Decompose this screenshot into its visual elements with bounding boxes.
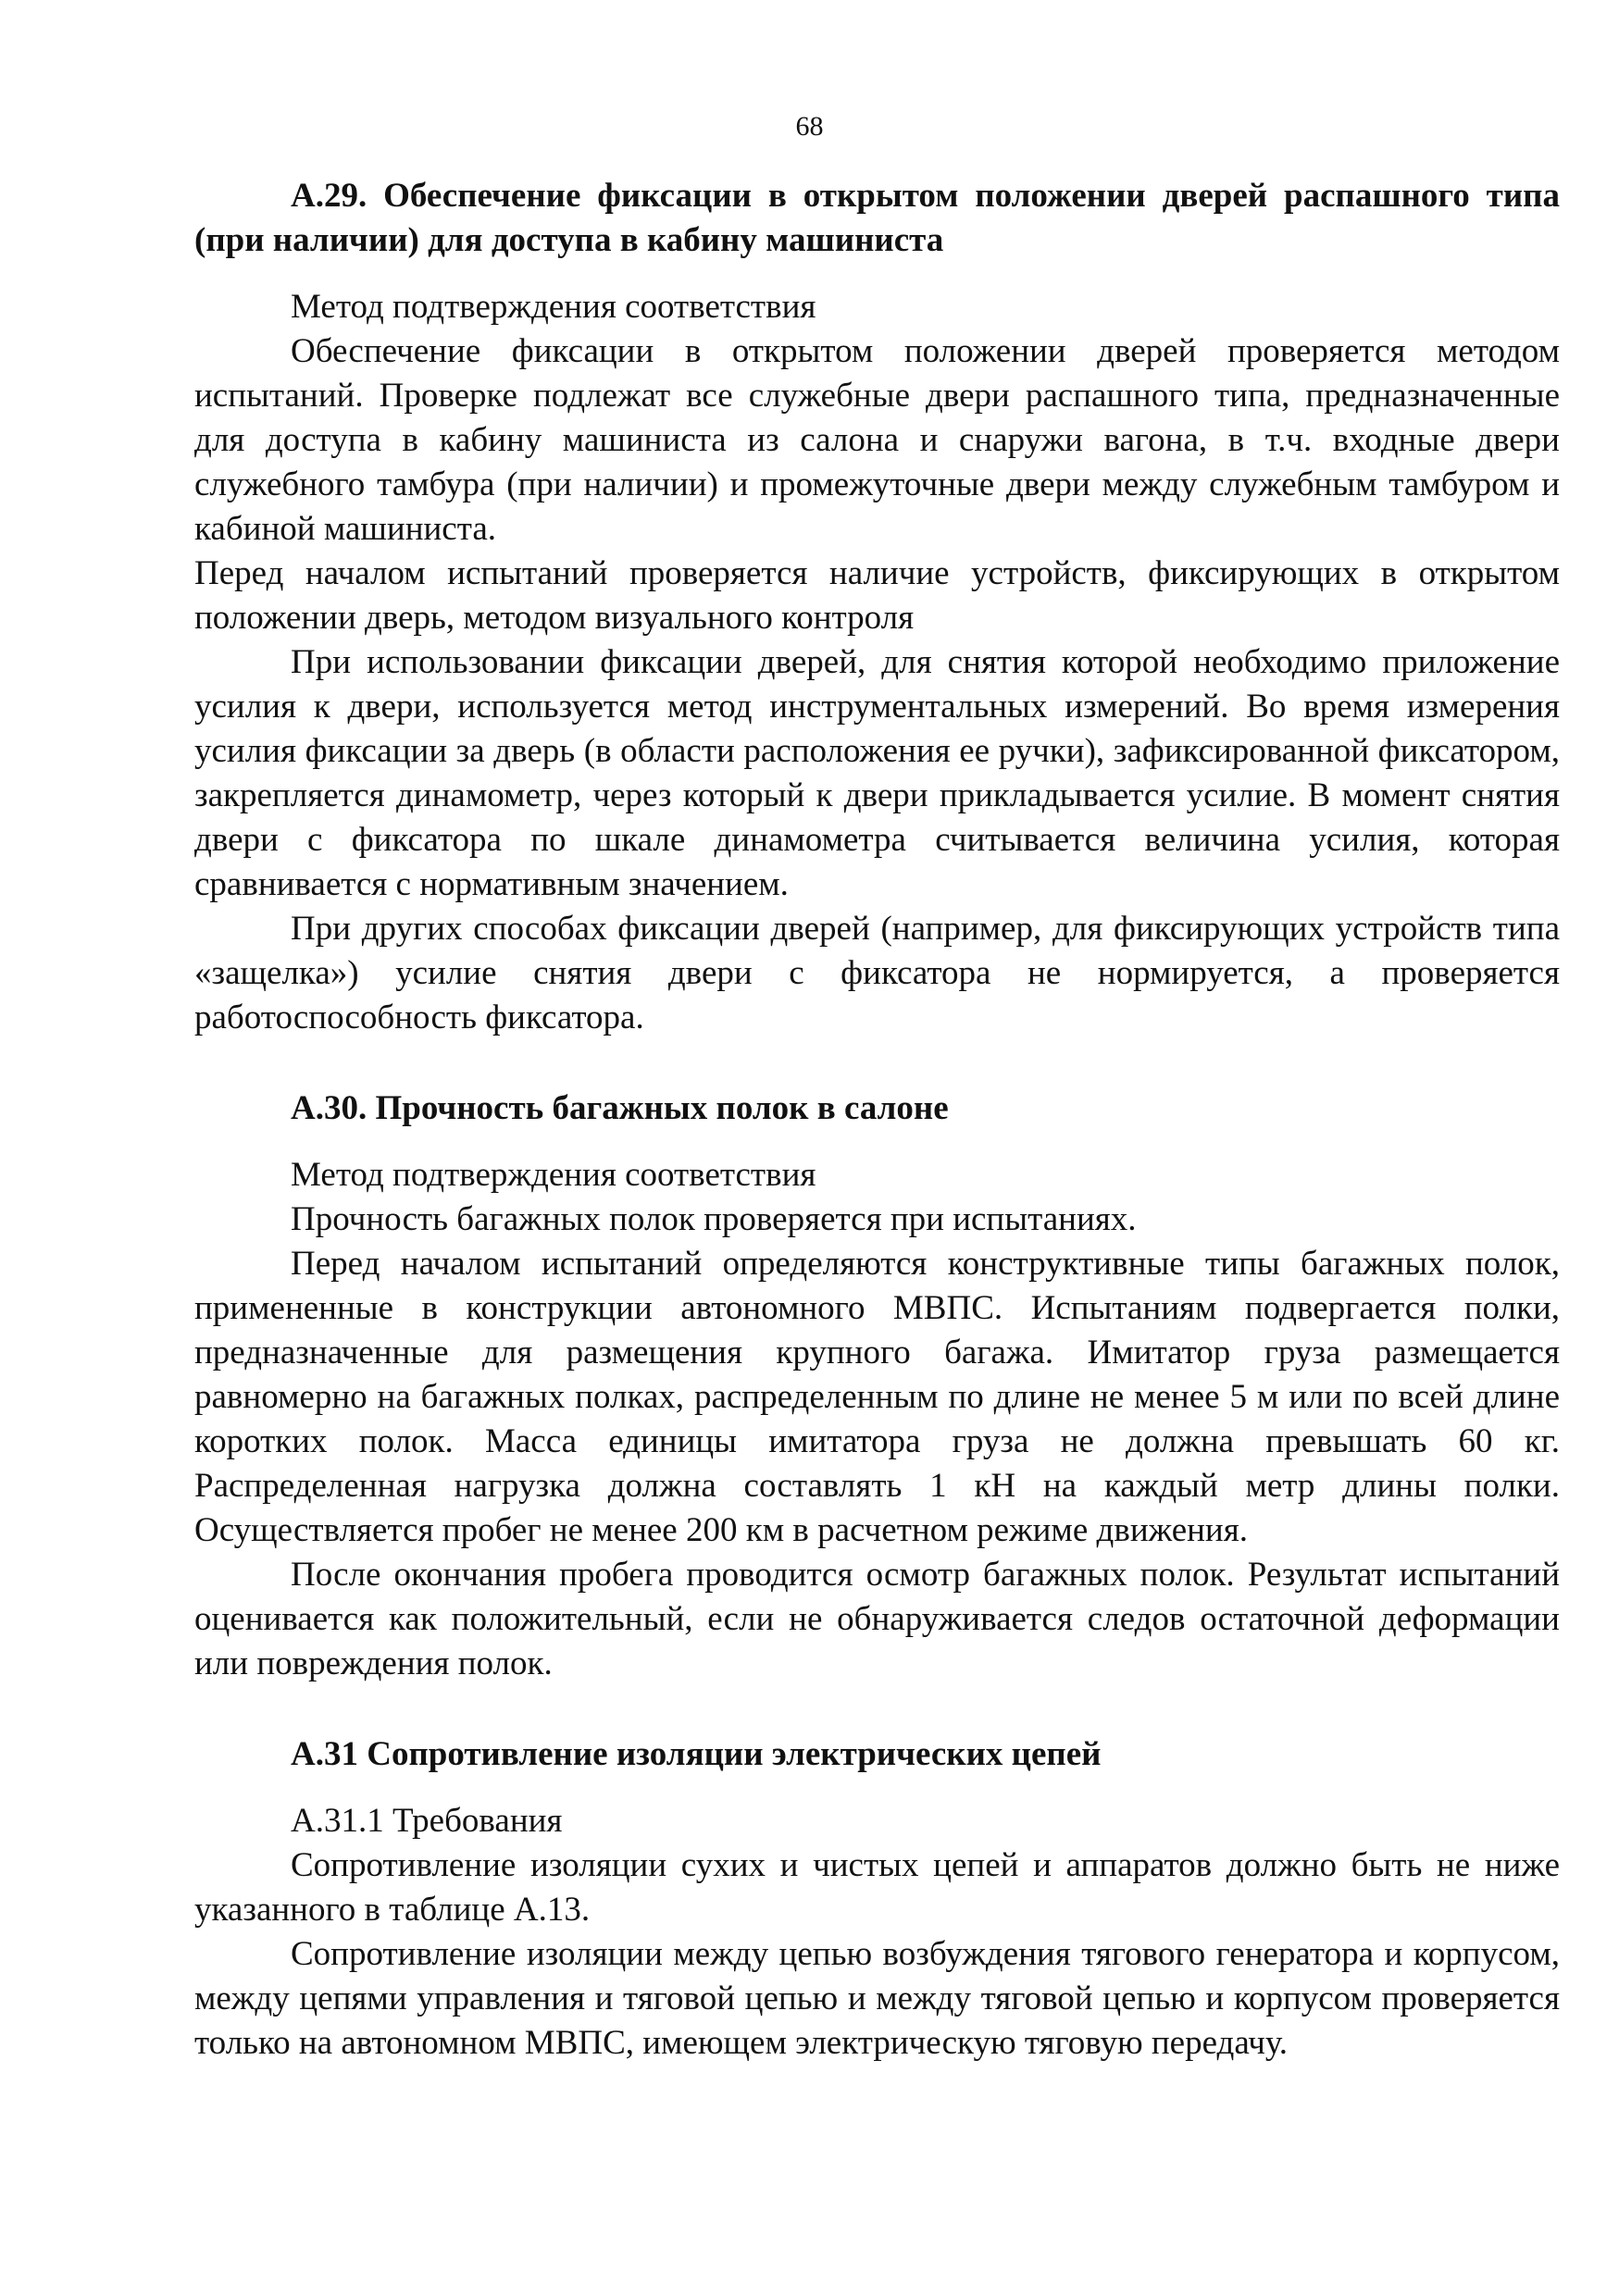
section-a30-paragraph-2: Перед началом испытаний определяются конструктивные типы багажных полок, примененные в конструкции автономного МВПС. Испытаниям подвергается полки, предназначенные для размещения крупного багажа. Имитатор груза размещается равномерно на багажных полках, распределенным по длине не менее 5 м или по всей длине коротких полок. Масса единицы имитатора груза не должна превышать 60 кг. Распределенная нагрузка должна составлять 1 кН на каждый метр длины полки. Осуществляется пробег не менее 200 км в расчетном режиме движения.: [194, 1245, 1560, 1549]
page-number: 68: [795, 111, 824, 142]
page-content: [194, 174, 1560, 2066]
section-a30-paragraph-3: После окончания пробега проводится осмотр багажных полок. Результат испытаний оценивается как положительный, если не обнаруживается следов остаточной деформации или повреждения полок.: [194, 1556, 1560, 1682]
section-a31-paragraph-2: Сопротивление изоляции между цепью возбуждения тягового генератора и корпусом, между цепями управления и тяговой цепью и между тяговой цепью и корпусом проверяется только на автономном МВПС, имеющем электрическую тяговую передачу.: [194, 1935, 1560, 2062]
section-a31-subheading: А.31.1 Требования: [291, 1802, 563, 1840]
section-a29-paragraph-2: Перед началом испытаний проверяется наличие устройств, фиксирующих в открытом положении дверь, методом визуального контроля: [194, 554, 1560, 637]
section-a29-paragraph-1: Обеспечение фиксации в открытом положении дверей проверяется методом испытаний. Проверке подлежат все служебные двери распашного типа, предназначенные для доступа в кабину машиниста из салона и снаружи вагона, в т.ч. входные двери служебного тамбура (при наличии) и промежуточные двери между служебным тамбуром и кабиной машиниста.: [194, 332, 1560, 548]
section-a30-heading: А.30. Прочность багажных полок в салоне: [291, 1089, 949, 1127]
section-a31-heading: А.31 Сопротивление изоляции электрических цепей: [291, 1735, 1102, 1773]
section-a29-paragraph-4: При других способах фиксации дверей (например, для фиксирующих устройств типа «защелка») усилие снятия двери с фиксатора не нормируется, а проверяется работоспособность фиксатора.: [194, 910, 1560, 1036]
section-a30-method-label: Метод подтверждения соответствия: [291, 1156, 816, 1194]
section-a30-paragraph-1: Прочность багажных полок проверяется при испытаниях.: [291, 1200, 1137, 1238]
section-a29-paragraph-3: При использовании фиксации дверей, для снятия которой необходимо приложение усилия к двери, используется метод инструментальных измерений. Во время измерения усилия фиксации за дверь (в области расположения ее ручки), зафиксированной фиксатором, закрепляется динамометр, через который к двери прикладывается усилие. В момент снятия двери с фиксатора по шкале динамометра считывается величина усилия, которая сравнивается с нормативным значением.: [194, 643, 1560, 903]
section-a29-heading: А.29. Обеспечение фиксации в открытом положении дверей распашного типа (при наличии) для доступа в кабину машиниста: [194, 177, 1560, 259]
section-a31-paragraph-1: Сопротивление изоляции сухих и чистых цепей и аппаратов должно быть не ниже указанного в таблице А.13.: [194, 1846, 1560, 1929]
section-a29-method-label: Метод подтверждения соответствия: [291, 288, 816, 326]
